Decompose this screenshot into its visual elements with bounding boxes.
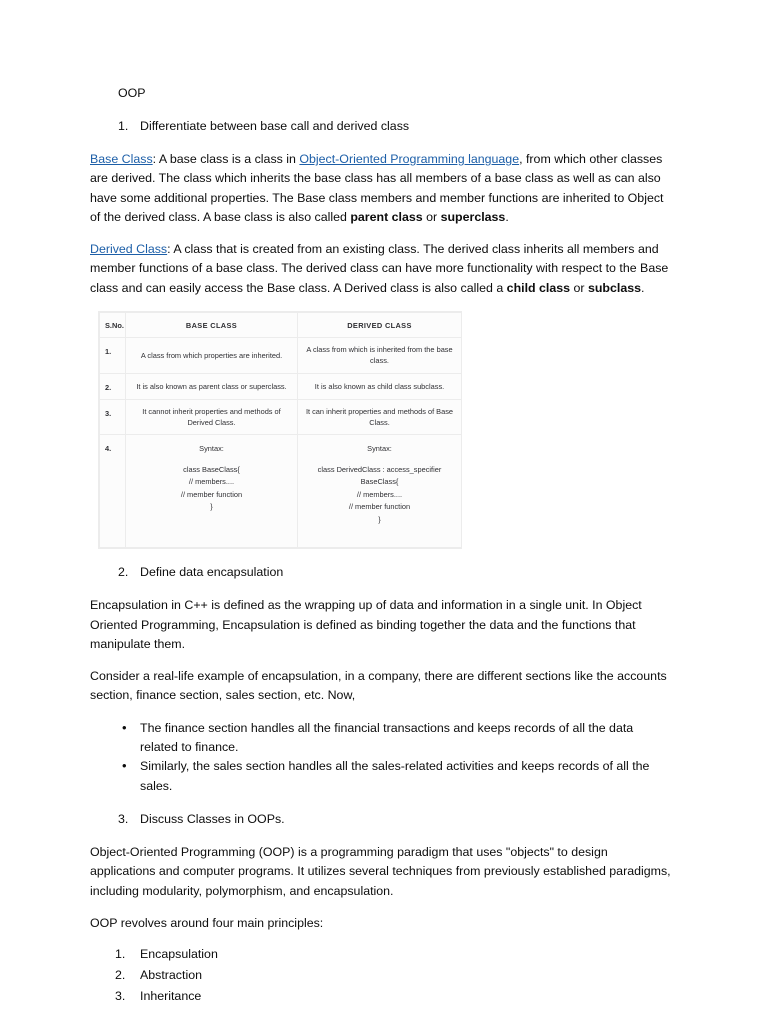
question-number: 1.	[118, 119, 129, 133]
syntax-line: }	[378, 514, 381, 524]
table-header-base-class: BASE CLASS	[126, 313, 298, 338]
bullet-icon: •	[122, 758, 127, 774]
table-row	[100, 399, 462, 434]
syntax-line: class BaseClass{	[183, 464, 240, 474]
encapsulation-paragraph-2: Consider a real-life example of encapsulation, in a company, there are different sections like the accounts section, finance section, sales section, etc. Now,	[90, 669, 667, 703]
list-item-text: The finance section handles all the financial transactions and keeps records of all the data related to finance.	[140, 720, 634, 755]
list-item-text: Inheritance	[140, 989, 202, 1004]
table-cell-derived: A class from which is inherited from the base class.	[298, 338, 462, 373]
derived-class-seg3: .	[641, 280, 645, 295]
syntax-line: // members....	[356, 489, 403, 499]
syntax-line: BaseClass{	[360, 477, 399, 487]
table-cell-base: It is also known as parent class or superclass.	[126, 373, 298, 399]
encapsulation-paragraph-1: Encapsulation in C++ is defined as the wrapping up of data and information in a single unit. In Object Oriented Programming, Encapsulation is defined as binding together the data and the functions that manipulate them.	[90, 598, 642, 651]
syntax-line: class DerivedClass : access_specifier	[317, 464, 442, 474]
table-cell-base: It cannot inherit properties and methods of Derived Class.	[126, 399, 298, 434]
question-item-3	[90, 810, 672, 829]
question-list-2	[90, 563, 672, 582]
parent-class-bold: parent class	[350, 209, 423, 224]
subclass-bold: subclass	[587, 280, 641, 295]
question-item-1	[90, 117, 672, 136]
syntax-line: // member function	[180, 489, 243, 499]
table-row	[100, 338, 462, 373]
base-class-seg3: or	[422, 209, 441, 224]
derived-class-seg2: or	[570, 280, 588, 295]
table-cell-base-syntax	[126, 435, 298, 548]
question-item-2	[90, 563, 672, 582]
syntax-heading: Syntax:	[199, 444, 224, 454]
question-text: Differentiate between base call and derived class	[140, 119, 410, 133]
table-header-sno: S.No.	[100, 313, 126, 338]
base-class-link[interactable]: Base Class	[90, 152, 153, 166]
table-cell-sno: 3.	[100, 399, 126, 434]
table-row	[100, 373, 462, 399]
principles-intro: OOP revolves around four main principles:	[90, 915, 324, 930]
page-title: OOP	[118, 86, 146, 100]
list-item-number: 2.	[115, 968, 126, 983]
bullet-icon: •	[122, 719, 127, 735]
syntax-line: // member function	[348, 502, 411, 512]
question-list-1	[90, 117, 672, 136]
superclass-bold: superclass	[440, 209, 506, 224]
syntax-line: }	[210, 502, 213, 512]
table-cell-sno: 1.	[100, 338, 126, 373]
list-item	[90, 944, 672, 965]
question-number: 3.	[118, 811, 129, 826]
list-item-number: 1.	[115, 947, 126, 962]
table-cell-derived: It can inherit properties and methods of Base Class.	[298, 399, 462, 434]
table-cell-base: A class from which properties are inherited.	[126, 338, 298, 373]
comparison-table-figure	[98, 311, 462, 549]
derived-class-paragraph	[90, 240, 672, 298]
list-item	[90, 757, 672, 796]
list-item-text: Encapsulation	[140, 947, 218, 962]
classes-paragraph: Object-Oriented Programming (OOP) is a programming paradigm that uses "objects" to design applications and computer programs. It utilizes several techniques from previously established paradigms, including modularity, polymorphism, and encapsulation.	[90, 844, 671, 898]
list-item	[90, 986, 672, 1007]
table-row-syntax	[100, 435, 462, 548]
base-class-paragraph	[90, 150, 672, 227]
principles-list	[90, 944, 672, 1007]
table-header-row	[100, 313, 462, 338]
list-item	[90, 965, 672, 986]
syntax-line: // members....	[188, 477, 235, 487]
table-cell-derived: It is also known as child class subclass.	[298, 373, 462, 399]
derived-class-link[interactable]: Derived Class	[90, 242, 168, 257]
encapsulation-bullet-list	[90, 719, 672, 796]
table-cell-sno: 2.	[100, 373, 126, 399]
question-list-3	[90, 810, 672, 829]
oop-language-link[interactable]: Object-Oriented Programming language	[299, 152, 520, 166]
base-vs-derived-table	[99, 312, 462, 548]
table-header-derived-class: DERIVED CLASS	[298, 313, 462, 338]
list-item-text: Similarly, the sales section handles all the sales-related activities and keeps records of all the sales.	[140, 759, 650, 793]
list-item-number: 3.	[115, 989, 126, 1004]
question-number: 2.	[118, 565, 129, 580]
question-text: Define data encapsulation	[140, 565, 284, 580]
document-body	[90, 84, 672, 1007]
child-class-bold: child class	[506, 280, 571, 295]
base-class-seg4: .	[505, 209, 509, 224]
question-text: Discuss Classes in OOPs.	[140, 811, 285, 826]
derived-class-seg1: : A class that is created from an existing class. The derived class inherits all members and member functions of a base class. The derived class can have more functionality with respect to the Base class and can easily access the Base class. A Derived class is also called a	[90, 242, 669, 295]
list-item	[90, 719, 672, 758]
syntax-heading: Syntax:	[367, 444, 392, 454]
table-cell-sno: 4.	[100, 435, 126, 548]
base-class-seg2: , from which other classes are derived. The class which inherits the base class has all members of a base class as well as can also have some additional properties. The Base class members and member functions are inherited to Object of the derived class. A base class is also called	[90, 152, 664, 224]
base-class-seg1: : A base class is a class in	[152, 152, 300, 166]
table-cell-derived-syntax	[298, 435, 462, 548]
list-item-text: Abstraction	[140, 968, 202, 983]
